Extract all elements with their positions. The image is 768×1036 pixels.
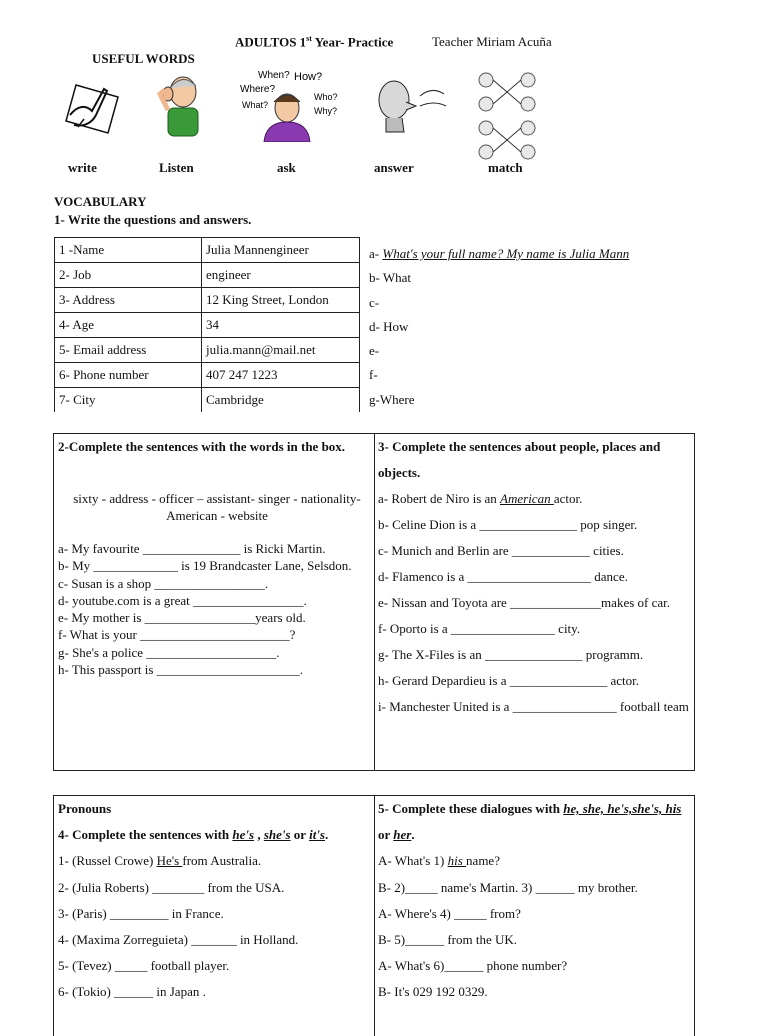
answer-line-g: g-Where — [369, 391, 415, 407]
worksheet-title: ADULTOS 1st Year- Practice — [235, 34, 394, 50]
exercise3-line-i: i- Manchester United is a ________________ football team — [378, 699, 689, 714]
exercise4-line-1: 1- (Russel Crowe) He's from Australia. — [58, 853, 262, 869]
column-divider — [374, 434, 375, 770]
exercise-4-5-box — [53, 795, 695, 1036]
exercise2-title: 2-Complete the sentences with the words in the box. — [58, 439, 346, 454]
ask-word-when: When? — [258, 70, 290, 81]
exercise2-line-f: f- What is your _______________________? — [58, 627, 296, 643]
exercise3-line-e: e- Nissan and Toyota are ______________makes of car. — [378, 595, 670, 610]
exercise3-line-f: f- Oporto is a ________________ city. — [378, 621, 581, 636]
useful-words-heading: USEFUL WORDS — [92, 51, 195, 66]
exercise4-content — [58, 796, 372, 1006]
word-match: match — [488, 160, 523, 175]
exercise3-line-b: b- Celine Dion is a _______________ pop singer. — [378, 517, 638, 532]
exercise2-line-c: c- Susan is a shop _________________. — [58, 575, 269, 591]
match-pictures-icon — [472, 68, 544, 160]
answers-list — [369, 242, 709, 412]
answer-line-c: c- — [369, 294, 380, 310]
answer-line-b: b- What — [369, 270, 411, 286]
exercise2-line-h: h- This passport is ______________________. — [58, 662, 303, 678]
vocabulary-heading: VOCABULARY — [54, 194, 147, 209]
exercise-2-3-box — [53, 433, 695, 771]
exercise4-line-5: 5- (Tevez) _____ football player. — [58, 958, 230, 974]
exercise5-line-5: A- What's 6)______ phone number? — [378, 958, 568, 974]
exercise5-instruction: 5- Complete these dialogues with he, she, he's,she's, his or her. — [378, 801, 682, 843]
exercise3-line-a: a- Robert de Niro is an American actor. — [378, 491, 583, 506]
word-answer: answer — [374, 160, 414, 175]
exercise2-line-d: d- youtube.com is a great _________________. — [58, 592, 307, 608]
exercise4-instruction: 4- Complete the sentences with he's , she's or it's. — [58, 827, 329, 843]
exercise5-line-6: B- It's 029 192 0329. — [378, 984, 488, 1000]
column-divider — [374, 796, 375, 1036]
exercise3-content — [378, 434, 692, 720]
ask-word-where: Where? — [240, 84, 276, 95]
answer-line-f: f- — [369, 367, 378, 383]
exercise4-line-6: 6- (Tokio) ______ in Japan . — [58, 984, 206, 1000]
ask-word-how: How? — [294, 71, 323, 83]
teacher-name: Teacher Miriam Acuña — [432, 34, 552, 49]
answer-line-d: d- How — [369, 318, 409, 334]
answer-line-e: e- — [369, 343, 380, 359]
table-row: 7- City Cambridge — [55, 388, 360, 413]
table-row: 6- Phone number 407 247 1223 — [55, 363, 360, 388]
table-row: 2- Job engineer — [55, 263, 360, 288]
word-write: write — [68, 160, 97, 175]
pronouns-heading: Pronouns — [58, 801, 112, 816]
table-row: 5- Email address julia.mann@mail.net — [55, 338, 360, 363]
exercise3-title: 3- Complete the sentences about people, places and objects. — [378, 439, 661, 480]
exercise3-line-c: c- Munich and Berlin are ____________ cities. — [378, 543, 624, 558]
exercise2-line-b: b- My _____________ is 19 Brandcaster Lane, Selsdon. — [58, 558, 352, 574]
ask-word-why: Why? — [314, 106, 338, 116]
exercise2-sentences — [58, 540, 374, 678]
exercise2-line-g: g- She's a police ____________________. — [58, 644, 280, 660]
table-row: 1 -Name Julia Mannengineer — [55, 238, 360, 263]
ask-word-what: What? — [242, 100, 269, 110]
exercise1-instruction: 1- Write the questions and answers. — [54, 212, 252, 227]
word-ask: ask — [277, 160, 296, 175]
table-row: 3- Address 12 King Street, London — [55, 288, 360, 313]
ask-word-who: Who? — [314, 92, 338, 102]
exercise2-line-a: a- My favourite _______________ is Ricki Martin. — [58, 541, 326, 556]
exercise3-line-g: g- The X-Files is an _______________ programm. — [378, 647, 644, 662]
exercise4-line-4: 4- (Maxima Zorreguieta) _______ in Holland. — [58, 932, 299, 948]
exercise3-line-d: d- Flamenco is a ___________________ dance. — [378, 569, 628, 584]
ask-question-icon — [232, 66, 342, 142]
exercise4-line-2: 2- (Julia Roberts) ________ from the USA. — [58, 879, 285, 895]
personal-info-table — [54, 237, 360, 412]
exercise5-line-3: A- Where's 4) _____ from? — [378, 905, 521, 921]
word-listen: Listen — [159, 160, 194, 175]
word-box: sixty - address - officer – assistant- singer - nationality- American - website — [73, 491, 361, 523]
exercise5-line-4: B- 5)______ from the UK. — [378, 932, 518, 948]
exercise5-line-2: B- 2)_____ name's Martin. 3) ______ my brother. — [378, 879, 638, 895]
answer-head-icon — [372, 72, 452, 136]
write-hand-icon — [58, 75, 128, 135]
exercise5-line-1: A- What's 1) his name? — [378, 853, 500, 869]
answer-line-a: a- What's your full name? My name is Julia Mann — [369, 246, 630, 261]
exercise3-line-h: h- Gerard Depardieu is a _______________ actor. — [378, 673, 640, 688]
exercise4-line-3: 3- (Paris) _________ in France. — [58, 905, 224, 921]
exercise5-content — [378, 796, 692, 1006]
listen-man-icon — [150, 70, 215, 140]
exercise2-line-e: e- My mother is _________________years old. — [58, 610, 306, 626]
table-row: 4- Age 34 — [55, 313, 360, 338]
